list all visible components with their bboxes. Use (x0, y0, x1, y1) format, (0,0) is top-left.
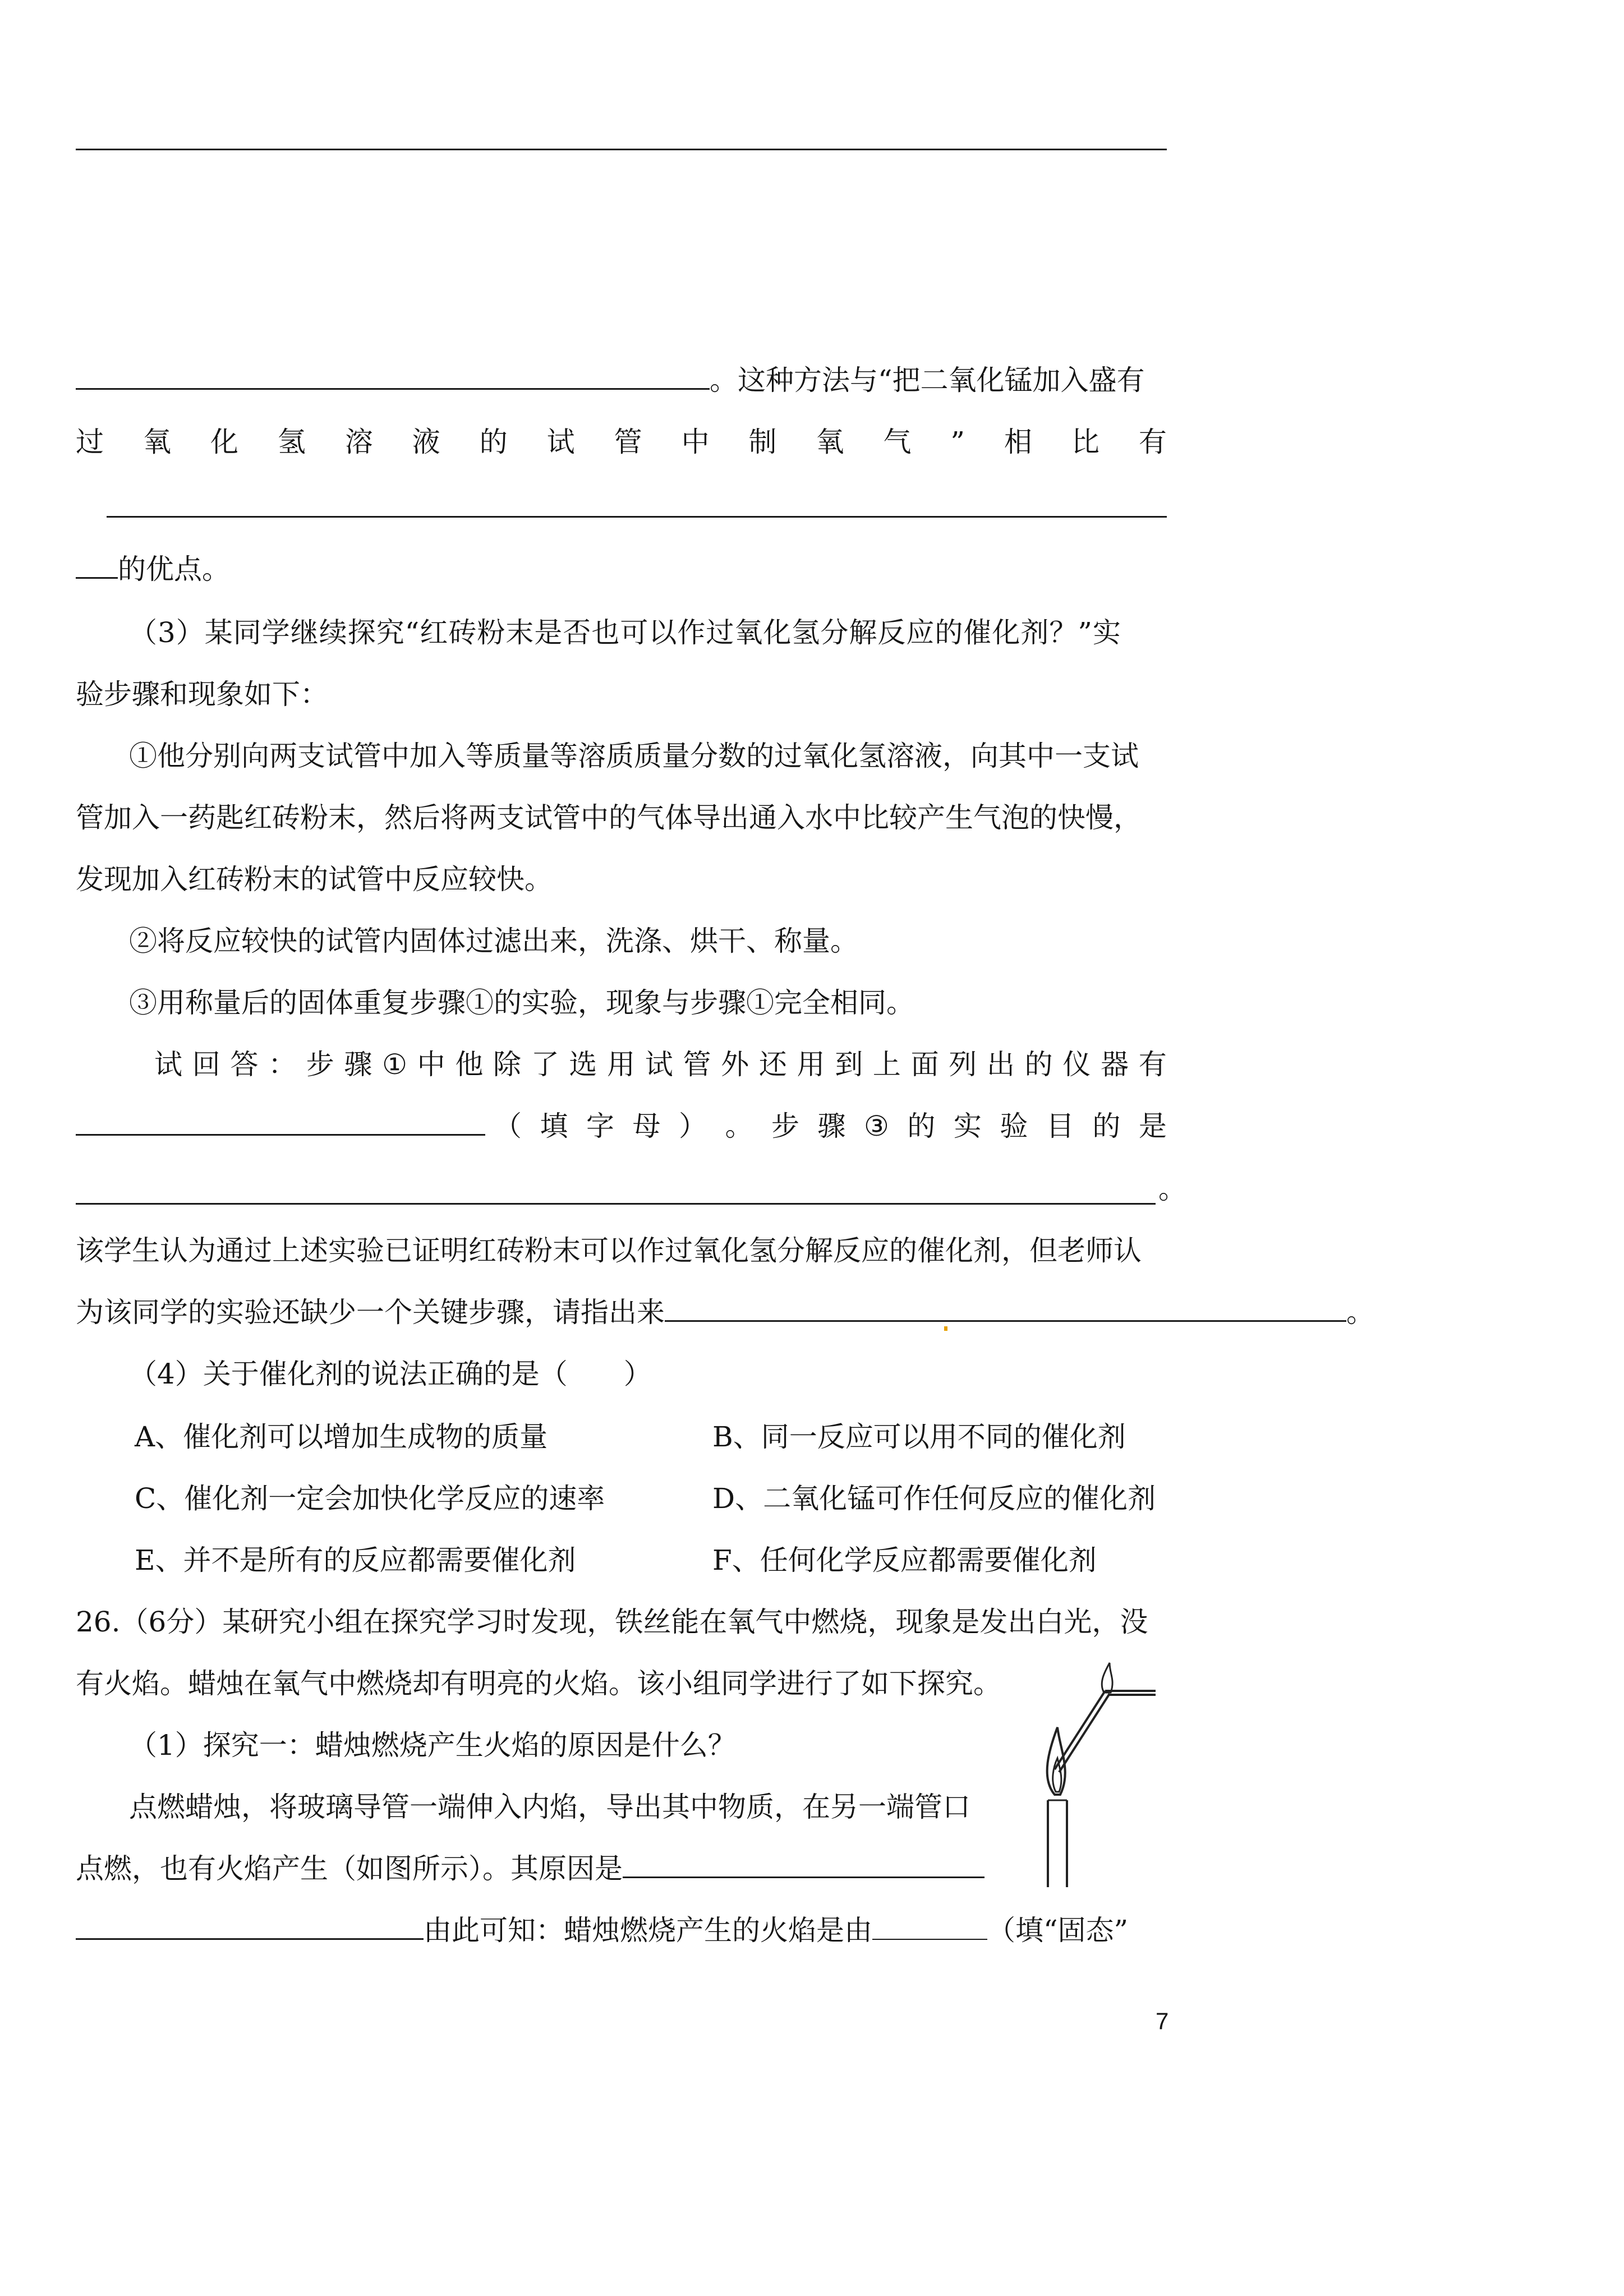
text-line (76, 552, 230, 586)
answer-blank-long (76, 1203, 1156, 1205)
option-a: A、催化剂可以增加生成物的质量 (135, 1421, 548, 1453)
explore-1-text-cont: 点燃，也有火焰产生（如图所示）。其原因是 (76, 1852, 984, 1885)
justified-char: 制 (748, 426, 777, 458)
justified-char: 化 (210, 426, 238, 458)
justified-char: 管 (683, 1048, 711, 1081)
justified-char: 有 (1138, 1048, 1167, 1081)
justified-char: ） (679, 1110, 707, 1142)
justified-char: 字 (586, 1110, 614, 1142)
justified-char: ： (268, 1048, 297, 1081)
justified-char: 比 (1071, 426, 1099, 458)
answer-blank (76, 552, 118, 579)
teacher-comment: 该学生认为通过上述实验已证明红砖粉末可以作过氧化氢分解反应的催化剂，但老师认 (76, 1234, 1142, 1267)
question-3-intro: （3）某同学继续探究“红砖粉末是否也可以作过氧化氢分解反应的催化剂？”实 (129, 616, 1121, 649)
justified-char: 气 (883, 426, 912, 458)
justified-char: ③ (864, 1110, 889, 1142)
candle-experiment-figure (1038, 1660, 1172, 1896)
justified-char: 母 (632, 1110, 661, 1142)
answer-blank (665, 1295, 1346, 1322)
justified-char: 实 (953, 1110, 982, 1142)
question-26-cont: 有火焰。蜡烛在氧气中燃烧却有明亮的火焰。该小组同学进行了如下探究。 (76, 1667, 1001, 1700)
justified-char: 外 (721, 1048, 749, 1081)
justified-char: 面 (910, 1048, 939, 1081)
justified-char: 氧 (816, 426, 844, 458)
justified-char: 中 (417, 1048, 445, 1081)
justified-char: 目 (1046, 1110, 1074, 1142)
question-3-intro-cont: 验步骤和现象如下： (76, 678, 328, 711)
step-1-cont: 管加入一药匙红砖粉末，然后将两支试管中的气体导出通入水中比较产生气泡的快慢， (76, 801, 1142, 834)
option-b: B、同一反应可以用不同的催化剂 (712, 1421, 1126, 1453)
justified-char: 骤 (817, 1110, 846, 1142)
justified-char: 了 (531, 1048, 559, 1081)
justified-char: 试 (645, 1048, 673, 1081)
justified-char: 他 (455, 1048, 484, 1081)
option-c: C、催化剂一定会加快化学反应的速率 (135, 1482, 605, 1515)
justified-char: 的 (1024, 1048, 1053, 1081)
stray-mark (944, 1326, 947, 1331)
justified-char: 氢 (277, 426, 306, 458)
step-3: ③用称量后的固体重复步骤①的实验，现象与步骤①完全相同。 (129, 986, 914, 1019)
justified-char: 是 (1138, 1110, 1167, 1142)
justified-char: 过 (76, 426, 104, 458)
teacher-comment-cont: 为该同学的实验还缺少一个关键步骤，请指出来 。 (76, 1296, 1374, 1329)
top-rule (76, 149, 1167, 150)
justified-char: 的 (907, 1110, 936, 1142)
answer-blank (76, 1914, 424, 1940)
text-line (76, 1109, 485, 1143)
justified-char: 答 (230, 1048, 259, 1081)
justified-char: 上 (872, 1048, 901, 1081)
justified-char: 验 (1000, 1110, 1028, 1142)
answer-prompt-justified (494, 1109, 1167, 1143)
question-4: （4）关于催化剂的说法正确的是（ ） (129, 1358, 652, 1390)
justified-char: 到 (835, 1048, 863, 1081)
step-1-cont: 发现加入红砖粉末的试管中反应较快。 (76, 863, 553, 896)
line1-tail: 。这种方法与“把二氧化锰加入盛有 (710, 364, 1145, 397)
justified-char: 管 (614, 426, 642, 458)
justified-char: 还 (758, 1048, 787, 1081)
justified-char: 出 (986, 1048, 1015, 1081)
answer-blank (872, 1914, 987, 1940)
step-2: ②将反应较快的试管内固体过滤出来，洗涤、烘干、称量。 (129, 925, 858, 957)
answer-blank (623, 1852, 984, 1878)
justified-char: 骤 (344, 1048, 372, 1081)
explore-1-text: 点燃蜡烛，将玻璃导管一端伸入内焰，导出其中物质，在另一端管口 (129, 1791, 970, 1823)
answer-blank (76, 363, 710, 390)
answer-blank (76, 1109, 485, 1136)
last-line: 由此可知：蜡烛燃烧产生的火焰是由 （填“固态” (76, 1914, 1128, 1947)
question-26: 26.（6分）某研究小组在探究学习时发现，铁丝能在氧气中燃烧，现象是发出白光，没 (76, 1606, 1148, 1638)
justified-char: 的 (479, 426, 508, 458)
justified-char: 除 (493, 1048, 522, 1081)
justified-char: 步 (771, 1110, 799, 1142)
justified-char: 用 (797, 1048, 825, 1081)
justified-char: 。 (725, 1110, 753, 1142)
answer-blank-long (107, 516, 1167, 518)
tube-flame-icon (1102, 1663, 1112, 1693)
option-f: F、任何化学反应都需要催化剂 (712, 1544, 1097, 1576)
justified-char: 用 (607, 1048, 636, 1081)
justified-char: 氧 (142, 426, 171, 458)
justified-char: 列 (949, 1048, 977, 1081)
justified-char: 试 (546, 426, 575, 458)
justified-char: 液 (412, 426, 440, 458)
page-number: 7 (1156, 2008, 1169, 2034)
justified-char: 器 (1101, 1048, 1129, 1081)
answer-prompt-justified (154, 1048, 1167, 1081)
justified-char: 溶 (344, 426, 373, 458)
line-end-period: 。 (1158, 1173, 1186, 1205)
justified-char: 相 (1004, 426, 1032, 458)
justified-char: 回 (192, 1048, 220, 1081)
justified-char: 选 (569, 1048, 597, 1081)
justified-char: 有 (1138, 426, 1167, 458)
option-e: E、并不是所有的反应都需要催化剂 (135, 1544, 576, 1576)
justified-char: 试 (154, 1048, 182, 1081)
justified-char: ① (382, 1048, 407, 1081)
glass-tube-icon (1055, 1691, 1105, 1769)
justified-char: 中 (681, 426, 710, 458)
justified-char: 填 (540, 1110, 568, 1142)
line3-tail: 的优点。 (118, 553, 230, 585)
justified-char: 的 (1092, 1110, 1121, 1142)
option-d: D、二氧化锰可作任何反应的催化剂 (712, 1482, 1156, 1515)
text-line (76, 363, 1145, 397)
explore-1-title: （1）探究一：蜡烛燃烧产生火焰的原因是什么？ (129, 1729, 736, 1762)
step-1: ①他分别向两支试管中加入等质量等溶质质量分数的过氧化氢溶液，向其中一支试 (129, 740, 1139, 772)
justified-char: ” (950, 426, 965, 458)
justified-char: 步 (306, 1048, 334, 1081)
justified-char: 仪 (1062, 1048, 1091, 1081)
justified-char: （ (494, 1110, 522, 1142)
text-line-justified (76, 425, 1167, 459)
